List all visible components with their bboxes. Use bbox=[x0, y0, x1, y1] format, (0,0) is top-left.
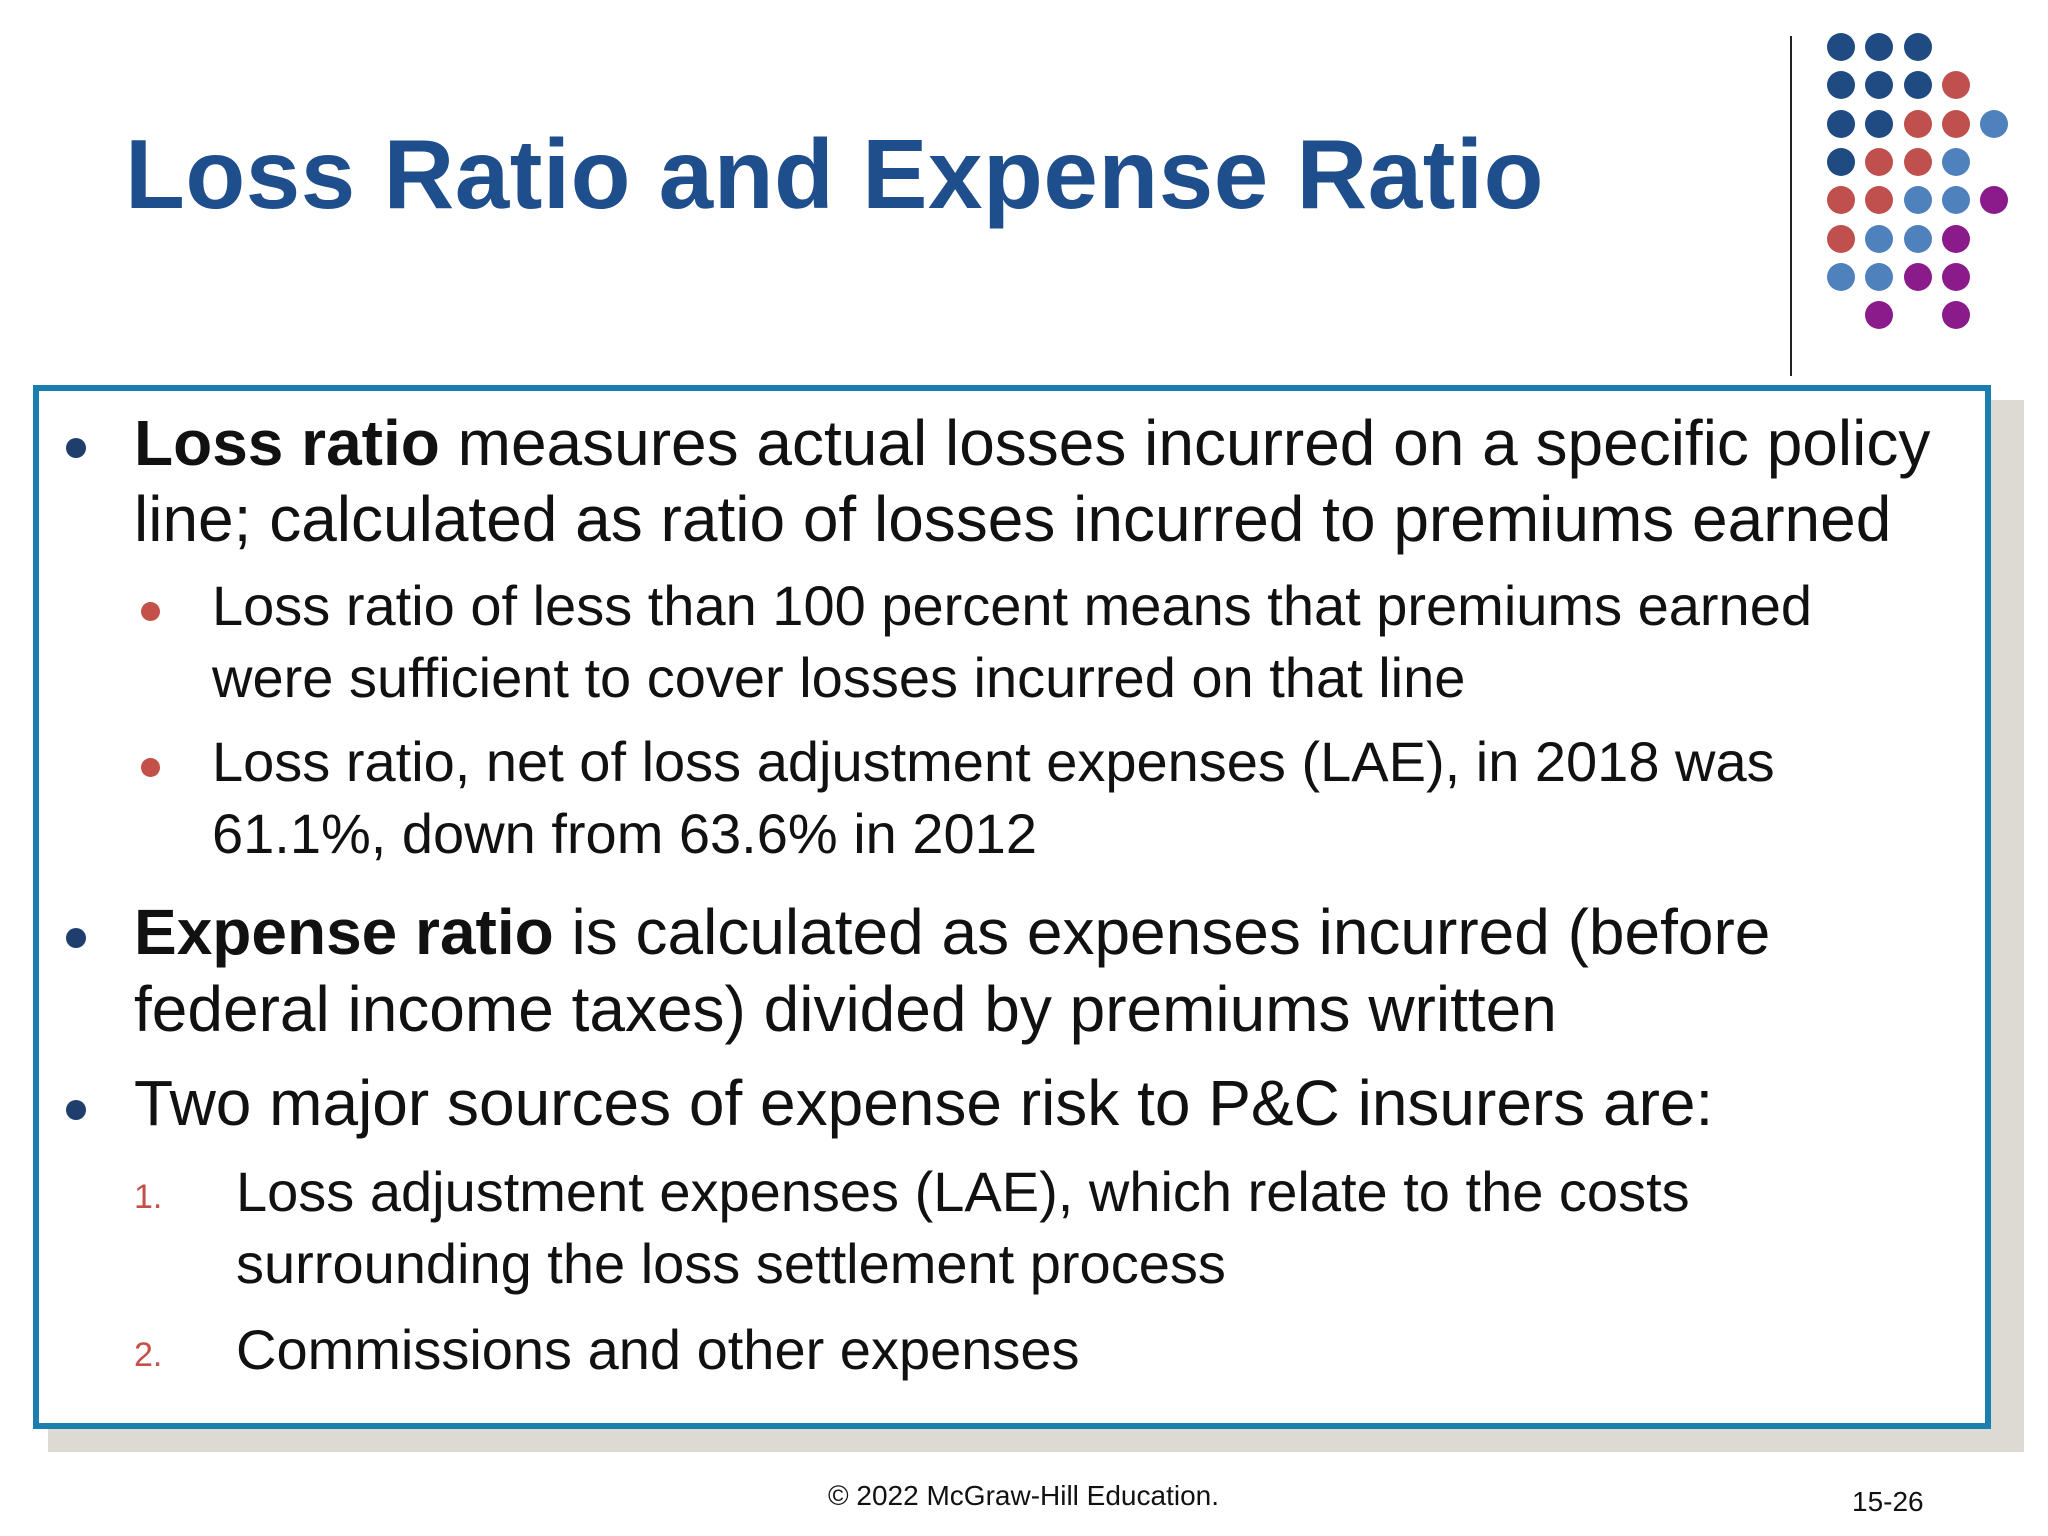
decorative-dot bbox=[1942, 71, 1970, 99]
bullet-line: Loss ratio measures actual losses incurred on a specific policy bbox=[134, 407, 1931, 479]
decorative-dot bbox=[1865, 263, 1893, 291]
decorative-dot bbox=[1904, 110, 1932, 138]
numbered-item-line: surrounding the loss settlement process bbox=[236, 1232, 1226, 1295]
decorative-dot bbox=[1827, 263, 1855, 291]
bullet-term: Expense ratio bbox=[134, 896, 554, 968]
bullet-dot bbox=[66, 1100, 86, 1120]
subbullet-dot bbox=[141, 758, 160, 777]
list-number: 2. bbox=[134, 1336, 163, 1374]
bullet-line: federal income taxes) divided by premiums written bbox=[134, 973, 1557, 1045]
bullet-line: Loss ratio of less than 100 percent means that premiums earned bbox=[212, 574, 1812, 637]
subbullet-dot bbox=[141, 602, 160, 621]
bullet-line: Loss ratio, net of loss adjustment expenses (LAE), in 2018 was bbox=[212, 730, 1775, 793]
decorative-dot bbox=[1827, 186, 1855, 214]
decorative-dot bbox=[1904, 186, 1932, 214]
numbered-item-line: Loss adjustment expenses (LAE), which relate to the costs bbox=[236, 1160, 1690, 1223]
decorative-dot bbox=[1942, 263, 1970, 291]
decorative-dot bbox=[1865, 186, 1893, 214]
decorative-dot bbox=[1904, 148, 1932, 176]
decorative-dot bbox=[1827, 110, 1855, 138]
bullet-line: line; calculated as ratio of losses incurred to premiums earned bbox=[134, 483, 1892, 555]
decorative-dot bbox=[1904, 71, 1932, 99]
decorative-dot bbox=[1827, 71, 1855, 99]
decorative-dot bbox=[1865, 225, 1893, 253]
decorative-dot bbox=[1904, 225, 1932, 253]
decorative-dot bbox=[1904, 33, 1932, 61]
bullet-dot bbox=[66, 438, 86, 458]
list-number: 1. bbox=[134, 1178, 163, 1216]
decorative-dot bbox=[1904, 263, 1932, 291]
bullet-term: Loss ratio bbox=[134, 407, 440, 479]
decorative-dot bbox=[1827, 33, 1855, 61]
decorative-dot bbox=[1827, 225, 1855, 253]
title-divider bbox=[1790, 36, 1792, 376]
decorative-dot bbox=[1942, 148, 1970, 176]
decorative-dot bbox=[1865, 110, 1893, 138]
page-number: 15-26 bbox=[1852, 1486, 1924, 1517]
decorative-dot bbox=[1942, 225, 1970, 253]
decorative-dot bbox=[1865, 71, 1893, 99]
bullet-line: Expense ratio is calculated as expenses incurred (before bbox=[134, 896, 1771, 968]
decorative-dot bbox=[1980, 186, 2008, 214]
slide-title: Loss Ratio and Expense Ratio bbox=[125, 119, 1544, 229]
decorative-dot bbox=[1865, 148, 1893, 176]
decorative-dot bbox=[1942, 110, 1970, 138]
bullet-line: 61.1%, down from 63.6% in 2012 bbox=[212, 802, 1037, 865]
numbered-item-line: Commissions and other expenses bbox=[236, 1318, 1080, 1381]
bullet-line: were sufficient to cover losses incurred on that line bbox=[212, 646, 1466, 709]
decorative-dot bbox=[1942, 301, 1970, 329]
bullet-dot bbox=[66, 928, 86, 948]
decorative-dot bbox=[1942, 186, 1970, 214]
bullet-line: Two major sources of expense risk to P&C insurers are: bbox=[134, 1067, 1714, 1139]
copyright-footer: © 2022 McGraw-Hill Education. bbox=[828, 1480, 1220, 1511]
decorative-dot bbox=[1827, 148, 1855, 176]
decorative-dot bbox=[1980, 110, 2008, 138]
decorative-dot bbox=[1865, 33, 1893, 61]
decorative-dot bbox=[1865, 301, 1893, 329]
